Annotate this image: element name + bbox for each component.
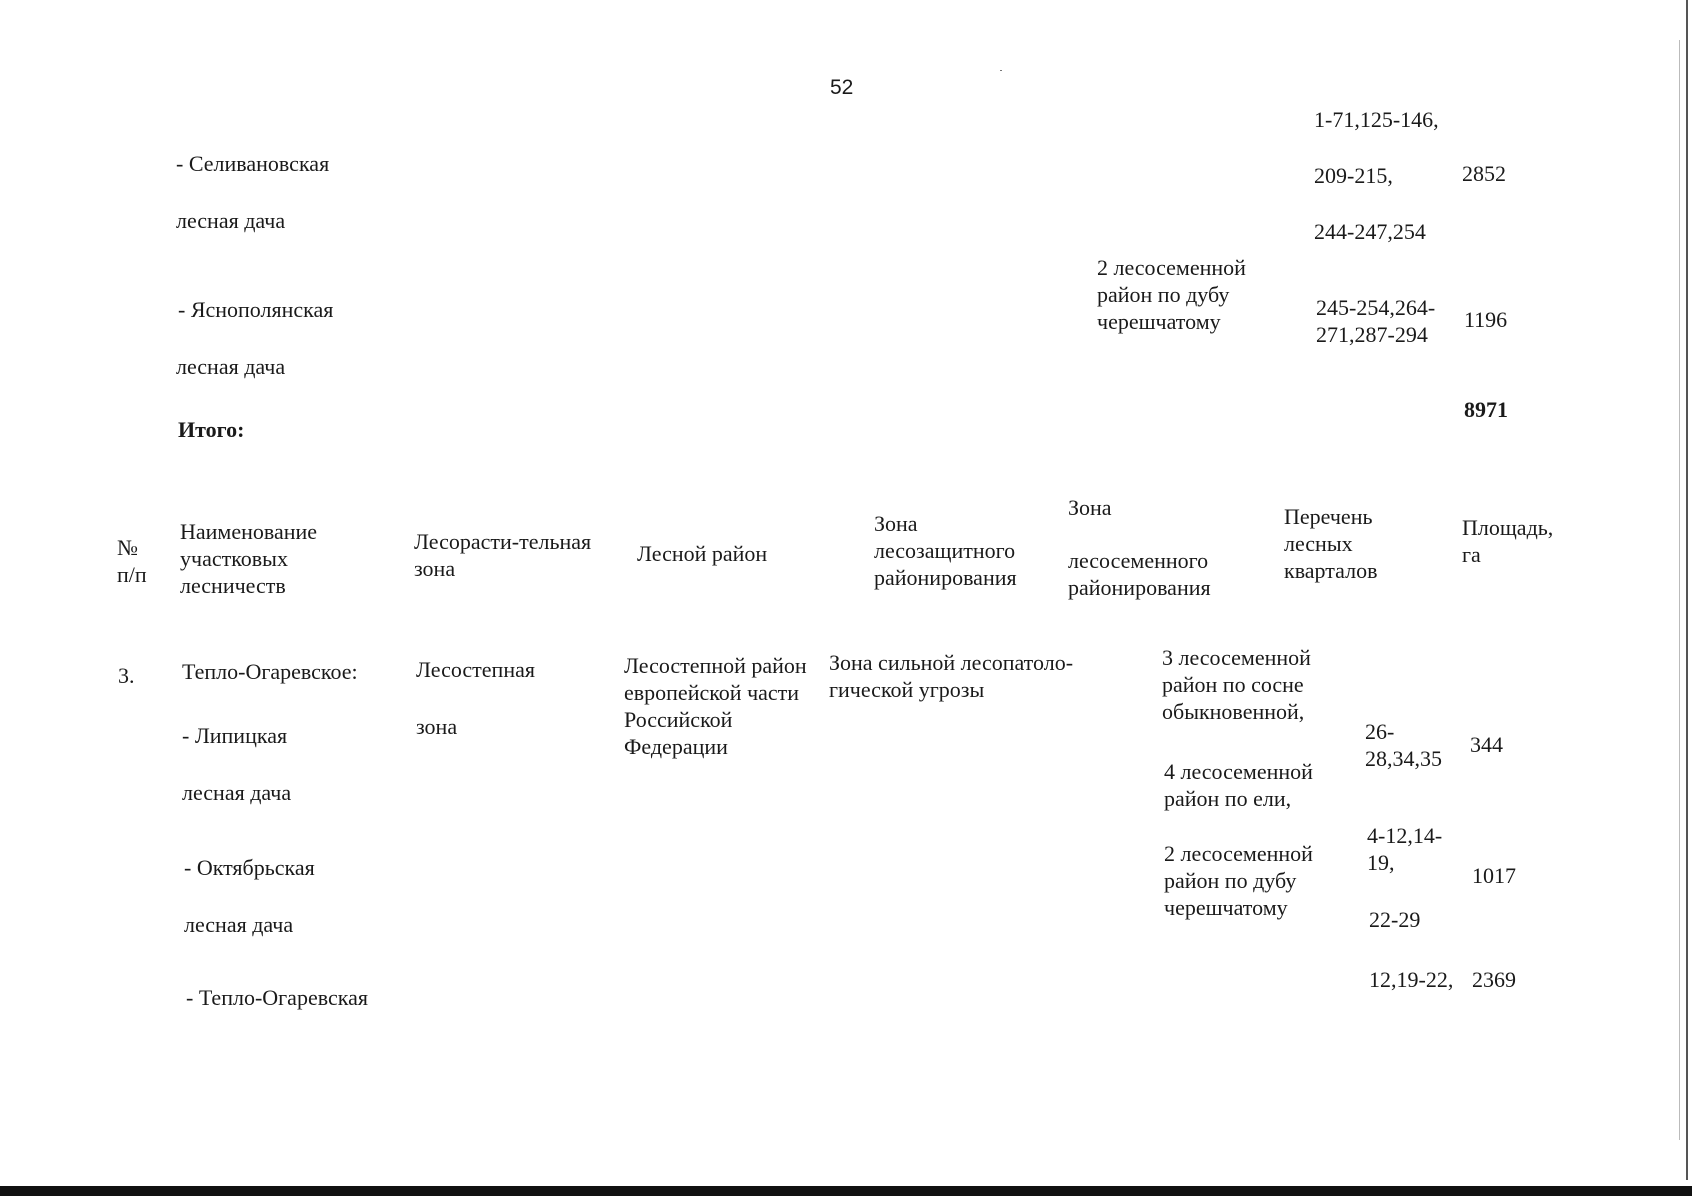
forest-zone-cont: зона <box>416 714 458 739</box>
district-name: - Тепло-Огаревская <box>186 985 368 1010</box>
header-num: № п/п <box>117 535 147 587</box>
quarters-line: 244-247,254 <box>1314 219 1426 244</box>
seed-zone-oak: 2 лесосеменной район по дубу черешчатому <box>1164 841 1313 920</box>
district-name-cont: лесная дача <box>184 912 294 937</box>
quarters-value: 245-254,264- 271,287-294 <box>1316 295 1436 347</box>
header-quarters: Перечень лесных кварталов <box>1284 504 1378 583</box>
quarters-value: 22-29 <box>1369 907 1421 932</box>
seed-zone-spruce: 4 лесосеменной район по ели, <box>1164 759 1313 811</box>
area-value: 2852 <box>1462 161 1506 186</box>
district-name: - Октябрьская <box>184 855 315 880</box>
area-value: 2369 <box>1472 967 1516 992</box>
district-name: - Селивановская <box>176 151 330 176</box>
scan-speck <box>1000 70 1002 71</box>
header-forest-zone: Лесорасти-тельная зона <box>414 529 592 581</box>
total-label: Итого: <box>178 417 245 442</box>
forest-zone: Лесостепная <box>416 657 535 682</box>
area-value: 344 <box>1470 732 1503 757</box>
seed-zone-pine: 3 лесосеменной район по сосне обыкновенной, <box>1162 645 1311 724</box>
quarters-value: 12,19-22, <box>1369 967 1454 992</box>
district-name: - Яснополянская <box>178 297 334 322</box>
quarters-value: 4-12,14- 19, <box>1367 823 1443 875</box>
scan-bottom-edge <box>0 1186 1692 1196</box>
seed-zone-text: 2 лесосеменной район по дубу черешчатому <box>1097 255 1246 334</box>
quarters-value: 26- 28,34,35 <box>1365 719 1442 771</box>
total-value: 8971 <box>1464 397 1508 422</box>
district-name-cont: лесная дача <box>176 208 286 233</box>
district-name-cont: лесная дача <box>182 780 292 805</box>
quarters-line: 209-215, <box>1314 163 1393 188</box>
header-name: Наименование участковых лесничеств <box>180 519 318 598</box>
header-forest-region: Лесной район <box>637 541 768 566</box>
header-area: Площадь, га <box>1462 515 1554 567</box>
header-seed-zone-bottom: лесосеменного районирования <box>1068 548 1211 600</box>
scan-edge-line <box>1686 0 1688 1180</box>
forest-region: Лесостепной район европейской части Российской Федерации <box>624 653 807 759</box>
district-name-cont: лесная дача <box>176 354 286 379</box>
header-protect-zone: Зона лесозащитного районирования <box>874 511 1017 590</box>
protect-zone: Зона сильной лесопатоло- гической угрозы <box>829 650 1074 702</box>
section-name: Тепло-Огаревское: <box>182 659 358 684</box>
section-number: 3. <box>118 663 135 688</box>
district-name: - Липицкая <box>182 723 288 748</box>
area-value: 1196 <box>1464 307 1508 332</box>
scan-edge-line-faint <box>1679 40 1680 1140</box>
quarters-line: 1-71,125-146, <box>1314 107 1439 132</box>
page-number: 52 <box>830 76 854 99</box>
header-seed-zone-top: Зона <box>1068 495 1112 520</box>
area-value: 1017 <box>1472 863 1516 888</box>
